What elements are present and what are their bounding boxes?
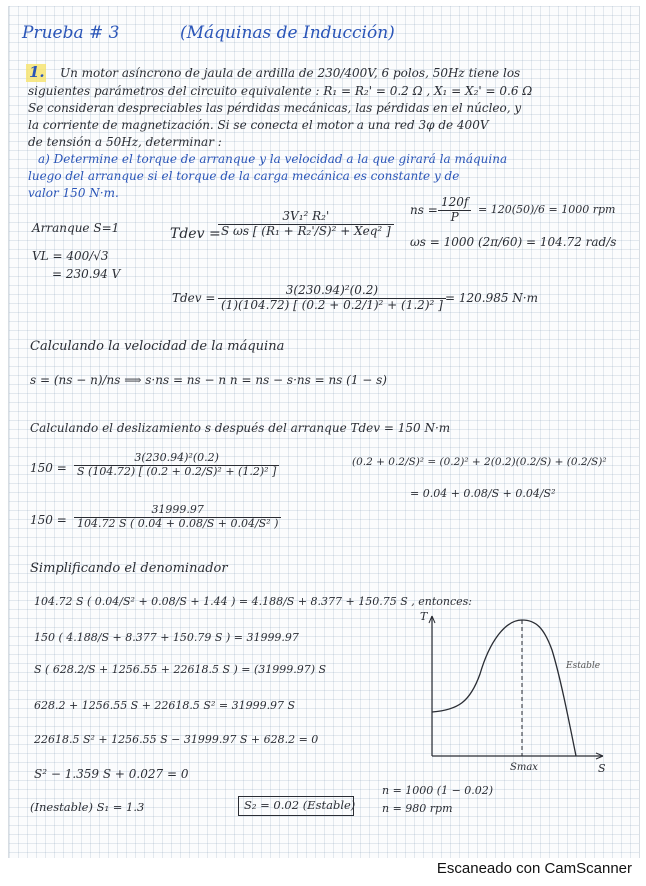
simplify-line-2: 150 ( 4.188/S + 8.377 + 150.79 S ) = 31999.97 — [34, 631, 299, 644]
simplify-line-1: 104.72 S ( 0.04/S² + 0.08/S + 1.44 ) = 4.188/S + 8.377 + 150.75 S , entonces: — [34, 595, 472, 608]
simplify-line-4: 628.2 + 1256.55 S + 22618.5 S² = 31999.97 S — [34, 699, 296, 712]
tdev-label: Tdev = — [170, 226, 221, 242]
graph-y-label: T — [420, 610, 428, 623]
root-unstable: (Inestable) S₁ = 1.3 — [30, 800, 145, 814]
eq1-left: 150 = — [30, 461, 67, 475]
speed-formula: n = 1000 (1 − 0.02) — [382, 784, 494, 797]
torque-curve — [432, 620, 576, 756]
ns-result: = 120(50)/6 = 1000 rpm — [478, 203, 616, 216]
tdev-substituted-denominator: (1)(104.72) [ (0.2 + 0.2/1)² + (1.2)² ] — [221, 297, 443, 312]
eq2-left: 150 = — [30, 513, 67, 527]
part-a-line-1: a) Determine el torque de arranque y la velocidad a la que girará la máquina — [38, 152, 508, 166]
ns-fraction — [438, 196, 471, 225]
quadratic-equation: S² − 1.359 S + 0.027 = 0 — [34, 767, 189, 781]
statement-line-4: la corriente de magnetización. Si se conecta el motor a una red 3φ de 400V — [28, 118, 489, 132]
tdev-label-2: Tdev = — [172, 291, 216, 305]
statement-line-3: Se consideran despreciables las pérdidas mecánicas, las pérdidas en el núcleo, y — [28, 101, 522, 115]
torque-slip-graph — [418, 606, 616, 780]
arranque-label: Arranque S=1 — [32, 221, 120, 235]
part-a-line-3: valor 150 N·m. — [28, 186, 119, 200]
vl-line-2: = 230.94 V — [52, 267, 121, 281]
expansion-line-1: (0.2 + 0.2/S)² = (0.2)² + 2(0.2)(0.2/S) + (0.2/S)² — [352, 456, 607, 468]
statement-line-2: siguientes parámetros del circuito equivalente : R₁ = R₂' = 0.2 Ω , X₁ = X₂' = 0.6 Ω — [28, 84, 533, 98]
slip-formula: s = (ns − n)/ns ⟹ s·ns = ns − n n = ns − s·ns = ns (1 − s) — [30, 373, 387, 387]
graph-x-label: S — [598, 762, 606, 775]
eq2-fraction — [74, 504, 281, 530]
eq1-numerator: 3(230.94)²(0.2) — [74, 452, 279, 466]
simplify-line-5: 22618.5 S² + 1256.55 S − 31999.97 S + 628.2 = 0 — [34, 733, 319, 746]
problem-number: 1. — [29, 63, 45, 81]
speed-result: n = 980 rpm — [382, 802, 453, 815]
graph-smax-label: Smax — [510, 762, 538, 773]
tdev-result: = 120.985 N·m — [445, 291, 538, 305]
tdev-formula — [218, 210, 394, 239]
tdev-formula-numerator: 3V₁² R₂' — [218, 210, 394, 225]
speed-heading: Calculando la velocidad de la máquina — [30, 339, 285, 354]
ws-line: ωs = 1000 (2π/60) = 104.72 rad/s — [410, 235, 617, 249]
page-subtitle: (Máquinas de Inducción) — [180, 23, 395, 43]
tdev-substituted-numerator: 3(230.94)²(0.2) — [218, 284, 446, 299]
eq2-denominator: 104.72 S ( 0.04 + 0.08/S + 0.04/S² ) — [77, 516, 279, 530]
ns-label: ns = — [410, 203, 438, 217]
graph-stable-label: Estable — [566, 661, 601, 671]
expansion-line-2: = 0.04 + 0.08/S + 0.04/S² — [410, 487, 556, 500]
eq1-denominator: S (104.72) [ (0.2 + 0.2/S)² + (1.2)² ] — [77, 464, 277, 478]
root-stable: S₂ = 0.02 (Estable) — [244, 798, 356, 812]
tdev-substituted — [218, 284, 446, 313]
simplify-line-3: S ( 628.2/S + 1256.55 + 22618.5 S ) = (31999.97) S — [34, 663, 327, 676]
tdev-formula-denominator: S ωs [ (R₁ + R₂'/S)² + Xeq² ] — [221, 223, 391, 238]
scanner-watermark: Escaneado con CamScanner — [436, 860, 632, 877]
ns-numerator: 120f — [438, 196, 471, 211]
slip-heading: Calculando el deslizamiento s después del arranque Tdev = 150 N·m — [30, 421, 451, 435]
eq1-fraction — [74, 452, 279, 478]
eq2-numerator: 31999.97 — [74, 504, 281, 518]
vl-line-1: VL = 400/√3 — [32, 249, 109, 263]
ns-denominator: P — [450, 209, 459, 224]
statement-line-1: Un motor asíncrono de jaula de ardilla de 230/400V, 6 polos, 50Hz tiene los — [60, 66, 521, 80]
part-a-line-2: luego del arranque si el torque de la carga mecánica es constante y de — [28, 169, 460, 183]
simplify-heading: Simplificando el denominador — [30, 561, 228, 576]
statement-line-5: de tensión a 50Hz, determinar : — [28, 135, 222, 149]
page-title: Prueba # 3 — [22, 23, 120, 43]
